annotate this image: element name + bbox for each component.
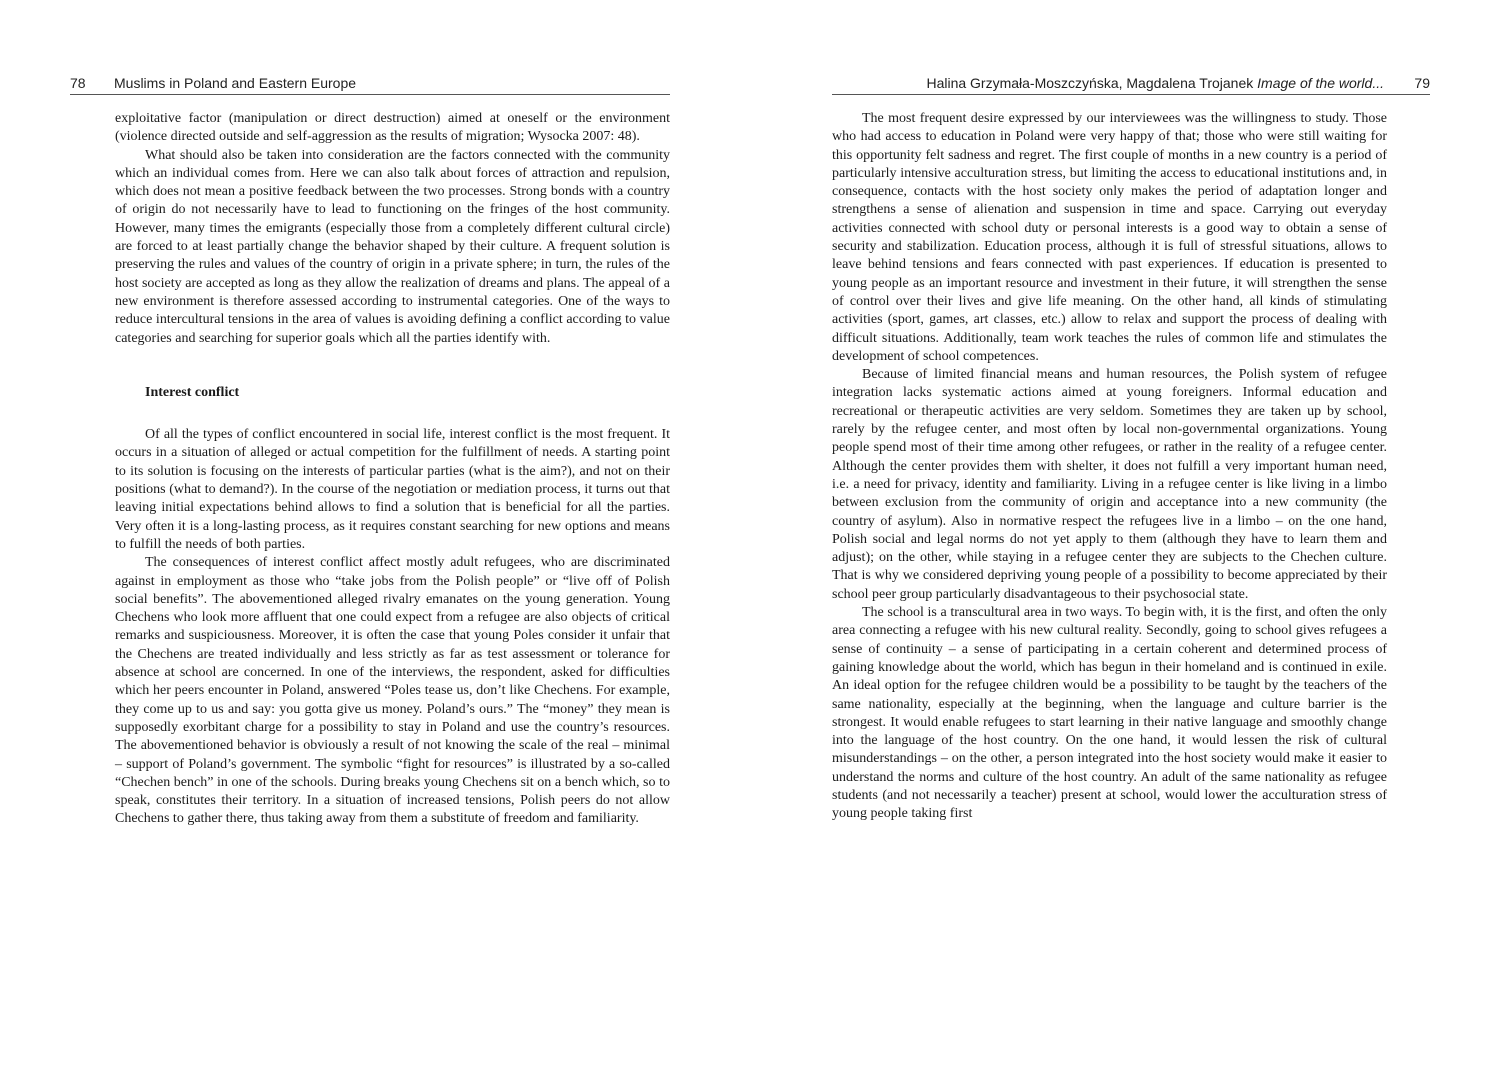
section-heading: Interest conflict (145, 384, 240, 400)
right-running-header (832, 72, 1430, 95)
paragraph: What should also be taken into consideration are the factors connected with the community which an individual comes from. Here we can also talk about forces of attraction and repulsion, which does not mean a positive feedback between the two processes. Strong bonds with a country of origin do not necessarily have to lead to functioning on the fringes of the host community. However, many times the emigrants (especially those from a completely different cultural circle) are forced to at least partially change the behavior shaped by their culture. A frequent solution is preserving the rules and values of the country of origin in a private sphere; in turn, the rules of the host society are accepted as long as they allow the realization of dreams and plans. The appeal of a new environment is therefore assessed according to instrumental categories. One of the ways to reduce intercultural tensions in the area of values is avoiding defining a conflict according to value categories and searching for superior goals which all the parties identify with. (115, 147, 670, 346)
paragraph: Of all the types of conflict encountered in social life, interest conflict is the most frequent. It occurs in a situation of alleged or actual competition for the fulfillment of needs. A starting point to its solution is focusing on the interests of particular parties (what is the aim?), and not on their positions (what to demand?). In the course of the negotiation or mediation process, it turns out that leaving initial expectations behind allows to find a solution that is beneficial for all the parties. Very often it is a long-lasting process, as it requires constant searching for new options and means to fulfill the needs of both parties. (115, 427, 670, 552)
running-title-authors: Halina Grzymała-Moszczyńska, Magdalena Trojanek (926, 75, 1258, 91)
right-page (750, 0, 1500, 1066)
paragraph: The school is a transcultural area in two ways. To begin with, it is the first, and often the only area connecting a refugee with his new cultural reality. Secondly, going to school gives refugees a sense of continuity – a sense of participating in a certain coherent and determined process of gaining knowledge about the world, which has begun in their homeland and is continued in exile. An ideal option for the refugee children would be a possibility to be taught by the teachers of the same nationality, especially at the beginning, when the language and culture barrier is the strongest. It would enable refugees to start learning in their native language and smoothly change into the language of the host country. On the one hand, it would lessen the risk of cultural misunderstandings – on the other, a person integrated into the host society would make it easier to understand the norms and culture of the host country. An adult of the same nationality as refugee students (and not necessarily a teacher) present at school, would lower the acculturation stress of young people taking first (832, 605, 1387, 822)
paragraph: The most frequent desire expressed by our interviewees was the willingness to study. Those who had access to education in Poland were very happy of that; those who were still waiting for this opportunity felt sadness and regret. The first couple of months in a new country is a period of particularly intensive acculturation stress, but limiting the access to educational institutions and, in consequence, contacts with the host society only makes the period of adaptation longer and strengthens a sense of alienation and suspension in time and space. Carrying out everyday activities connected with school duty or personal interests is a good way to obtain a sense of security and stabilization. Education process, although it is full of stressful situations, allows to leave behind tensions and fears connected with past experiences. If education is presented to young people as an important resource and investment in their future, it will strengthen the sense of control over their lives and give life meaning. On the other hand, all kinds of stimulating activities (sport, games, art classes, etc.) allow to relax and support the process of dealing with difficult situations. Additionally, team work teaches the rules of common life and stimulates the development of school competences. (832, 111, 1387, 364)
right-running-title (926, 74, 1384, 92)
paragraph: The consequences of interest conflict affect mostly adult refugees, who are discriminated against in employment as those who “take jobs from the Polish people” or “live off of Polish social benefits”. The abovementioned alleged rivalry emanates on the young generation. Young Chechens who look more affluent that one could expect from a refugee are also objects of critical remarks and suspiciousness. Moreover, it is often the case that young Poles consider it unfair that the Chechens are treated individually and less strictly as far as test assessment or tolerance for absence at school are concerned. In one of the interviews, the respondent, asked for difficulties which her peers encounter in Poland, answered “Poles tease us, don’t like Chechens. For example, they come up to us and say: you gotta give us money. Poland’s ours.” The “money” they mean is supposedly exorbitant charge for a possibility to stay in Poland and use the country’s resources. The abovementioned behavior is obviously a result of not knowing the scale of the real – minimal – support of Poland’s government. The symbolic “fight for resources” is illustrated by a so-called “Chechen bench” in one of the schools. During breaks young Chechens sit on a bench which, so to speak, constitutes their territory. In a situation of increased tensions, Polish peers do not allow Chechens to gather there, thus taking away from them a substitute of freedom and familiarity. (115, 555, 670, 827)
left-page-number: 78 (70, 75, 86, 91)
paragraph: exploitative factor (manipulation or direct destruction) aimed at oneself or the environment (violence directed outside and self-aggression as the results of migration; Wysocka 2007: 48). (115, 111, 670, 145)
paragraph: Because of limited financial means and human resources, the Polish system of refugee integration lacks systematic actions aimed at young foreigners. Informal education and recreational or therapeutic activities are very seldom. Sometimes they are taken up by school, rarely by the refugee center, and most often by local non-governmental organizations. Young people spend most of their time among other refugees, or rather in the reality of a refugee center. Although the center provides them with shelter, it does not fulfill a very important human need, i.e. a need for privacy, identity and familiarity. Living in a refugee center is like living in a limbo between exclusion from the community of origin and acceptance into a new community (the country of asylum). Also in normative respect the refugees live in a limbo – on the one hand, Polish social and legal norms do not yet apply to them (although they have to learn them and adjust); on the other, while staying in a refugee center they are subjects to the Chechen culture. That is why we considered depriving young people of a possibility to become appreciated by their school peer group particularly disadvantageous to their psychosocial state. (832, 367, 1387, 602)
running-title-italic: Image of the world... (1257, 75, 1384, 91)
left-running-title: Muslims in Poland and Eastern Europe (114, 75, 357, 91)
left-running-header (70, 72, 670, 95)
right-body-text (832, 110, 1387, 824)
right-page-number: 79 (1414, 75, 1430, 91)
left-body-text (115, 110, 670, 829)
